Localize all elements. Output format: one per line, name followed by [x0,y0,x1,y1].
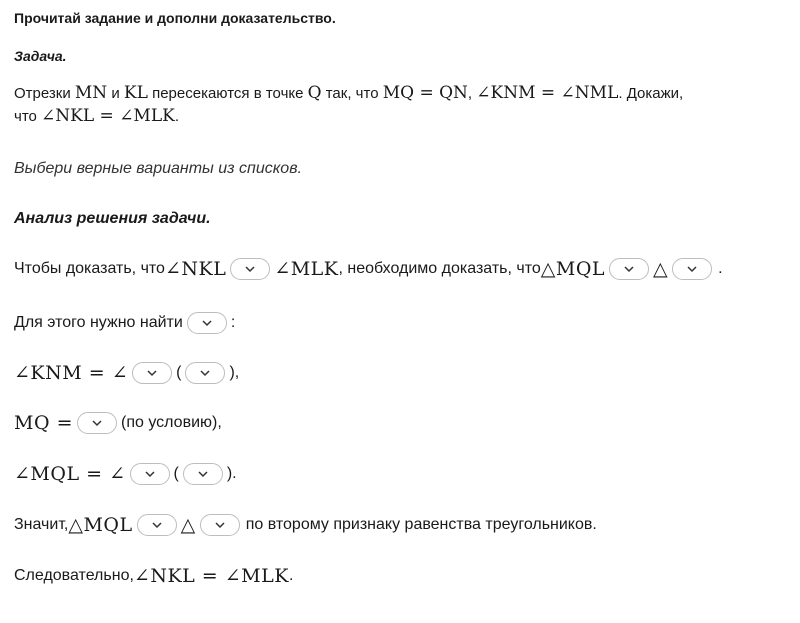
choose-instruction: Выбери верные варианты из списков. [14,160,302,177]
triangle-name-dropdown[interactable] [672,258,712,280]
proof-line-2: Для этого нужно найти : [14,312,235,334]
find-what-dropdown[interactable] [187,312,227,334]
proof-line-4: MQ = (по условию), [14,412,222,434]
chevron-down-icon [198,469,208,479]
reason-dropdown[interactable] [183,463,223,485]
reason-dropdown[interactable] [185,362,225,384]
chevron-down-icon [147,368,157,378]
chevron-down-icon [152,520,162,530]
chevron-down-icon [245,264,255,274]
angle-dropdown[interactable] [132,362,172,384]
relation-dropdown[interactable] [230,258,270,280]
proof-line-5: ∠MQL = ∠ ( ). [14,463,237,485]
chevron-down-icon [215,520,225,530]
chevron-down-icon [624,264,634,274]
task-title: Задача. [14,48,67,64]
segment-dropdown[interactable] [77,412,117,434]
task-statement: Отрезки MN и KL пересекаются в точке Q так, что MQ = QN, ∠KNM = ∠NML. Докажи, что ∠NKL = ∠MLK. [14,83,684,126]
chevron-down-icon [687,264,697,274]
chevron-down-icon [92,418,102,428]
triangle-relation-dropdown[interactable] [609,258,649,280]
angle-dropdown[interactable] [130,463,170,485]
analysis-title: Анализ решения задачи. [14,210,211,227]
proof-line-1: Чтобы доказать, что ∠NKL ∠MLK , необходимо доказать, что △MQL △ . [14,258,723,280]
proof-line-6: Значит, △MQL △ по второму признаку равенства треугольников. [14,514,597,536]
triangle-relation-dropdown[interactable] [137,514,177,536]
instruction-heading: Прочитай задание и дополни доказательство. [14,10,336,26]
chevron-down-icon [202,318,212,328]
proof-line-7: Следовательно, ∠NKL = ∠MLK . [14,565,294,587]
chevron-down-icon [200,368,210,378]
chevron-down-icon [145,469,155,479]
triangle-name-dropdown[interactable] [200,514,240,536]
proof-line-3: ∠KNM = ∠ ( ), [14,362,240,384]
